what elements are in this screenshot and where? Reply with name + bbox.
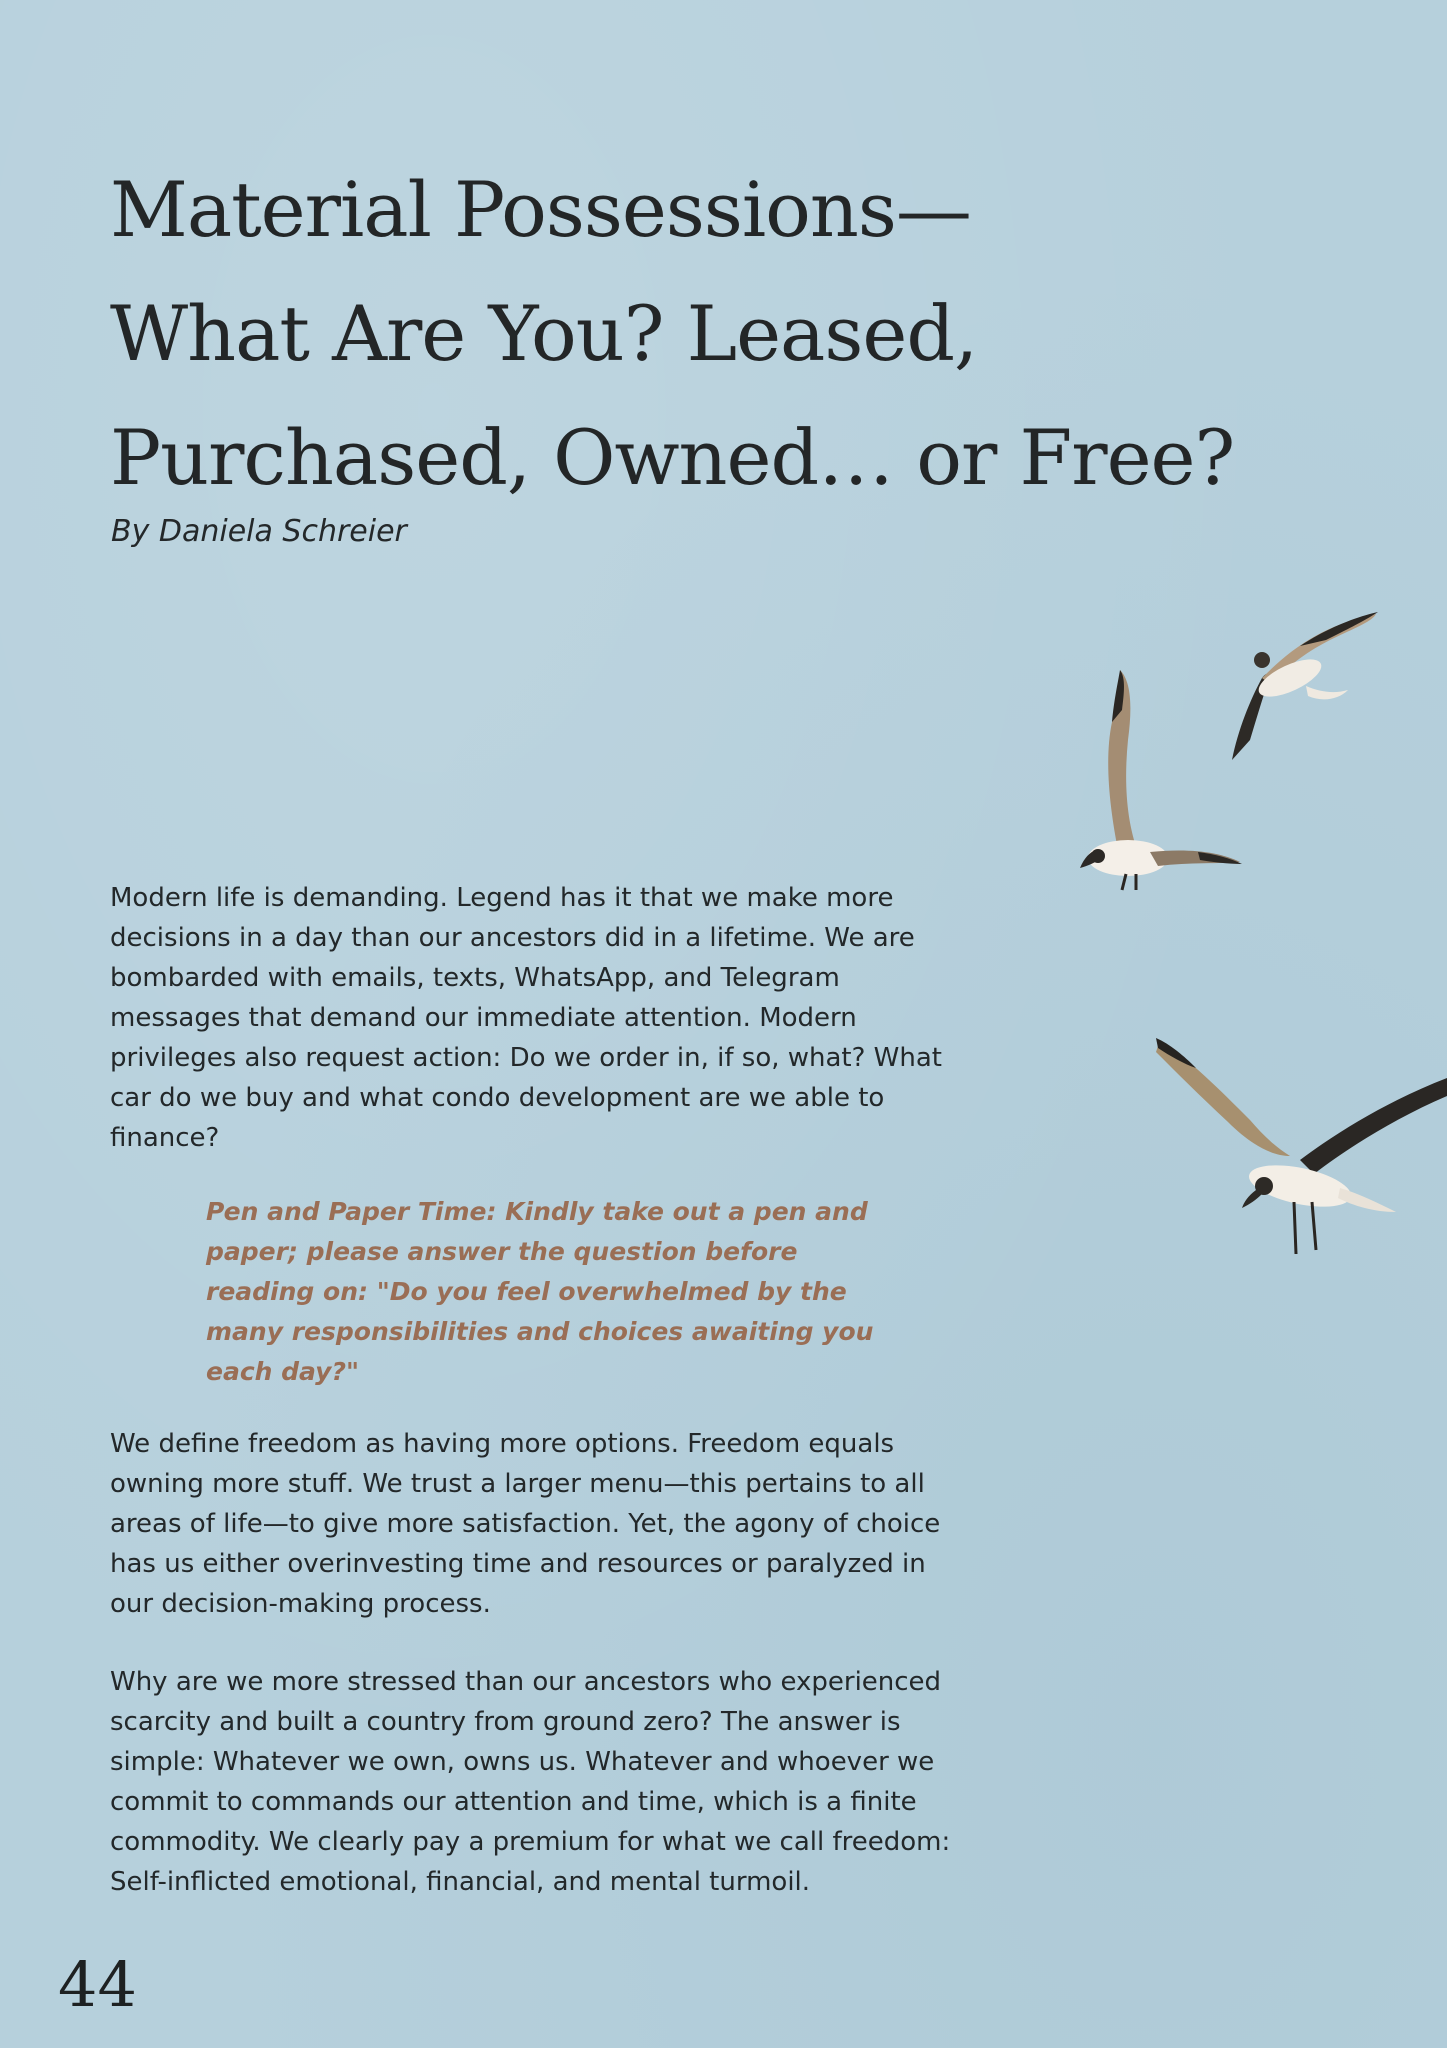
article-title bbox=[110, 148, 1310, 520]
seagulls-illustration bbox=[1000, 590, 1447, 1290]
seagull-icon bbox=[1156, 1038, 1447, 1254]
title-line: Purchased, Owned… or Free? bbox=[110, 413, 1235, 502]
body-paragraph: We define freedom as having more options. Freedom equals owning more stuff. We trust a larger menu—this pertains to all areas of life—to give more satisfaction. Yet, the agony of choice has us either overinvesting time and resources or paralyzed in our decision-making process. bbox=[110, 1429, 941, 1619]
body-paragraph: Why are we more stressed than our ancestors who experienced scarcity and built a country from ground zero? The answer is simple: Whatever we own, owns us. Whatever and whoever we commit to commands our attention and time, which is a finite commodity. We clearly pay a premium for what we call freedom: Self-inflicted emotional, financial, and mental turmoil. bbox=[110, 1667, 951, 1897]
seagull-icon bbox=[1232, 612, 1378, 760]
title-line: What Are You? Leased, bbox=[110, 289, 978, 378]
pull-quote: Pen and Paper Time: Kindly take out a pen and paper; please answer the question before reading on: "Do you feel overwhelmed by the many responsibilities and choices awaiting you each day?" bbox=[206, 1197, 874, 1386]
title-line: Material Possessions— bbox=[110, 165, 971, 254]
body-paragraph: Modern life is demanding. Legend has it that we make more decisions in a day than our ancestors did in a lifetime. We are bombarded with emails, texts, WhatsApp, and Telegram messages that demand our immediate attention. Modern privileges also request action: Do we order in, if so, what? What car do we buy and what condo development are we able to finance? bbox=[110, 883, 942, 1153]
seagull-icon bbox=[1080, 670, 1242, 890]
page-number: 44 bbox=[58, 1948, 137, 2021]
author-byline: By Daniela Schreier bbox=[111, 514, 407, 549]
